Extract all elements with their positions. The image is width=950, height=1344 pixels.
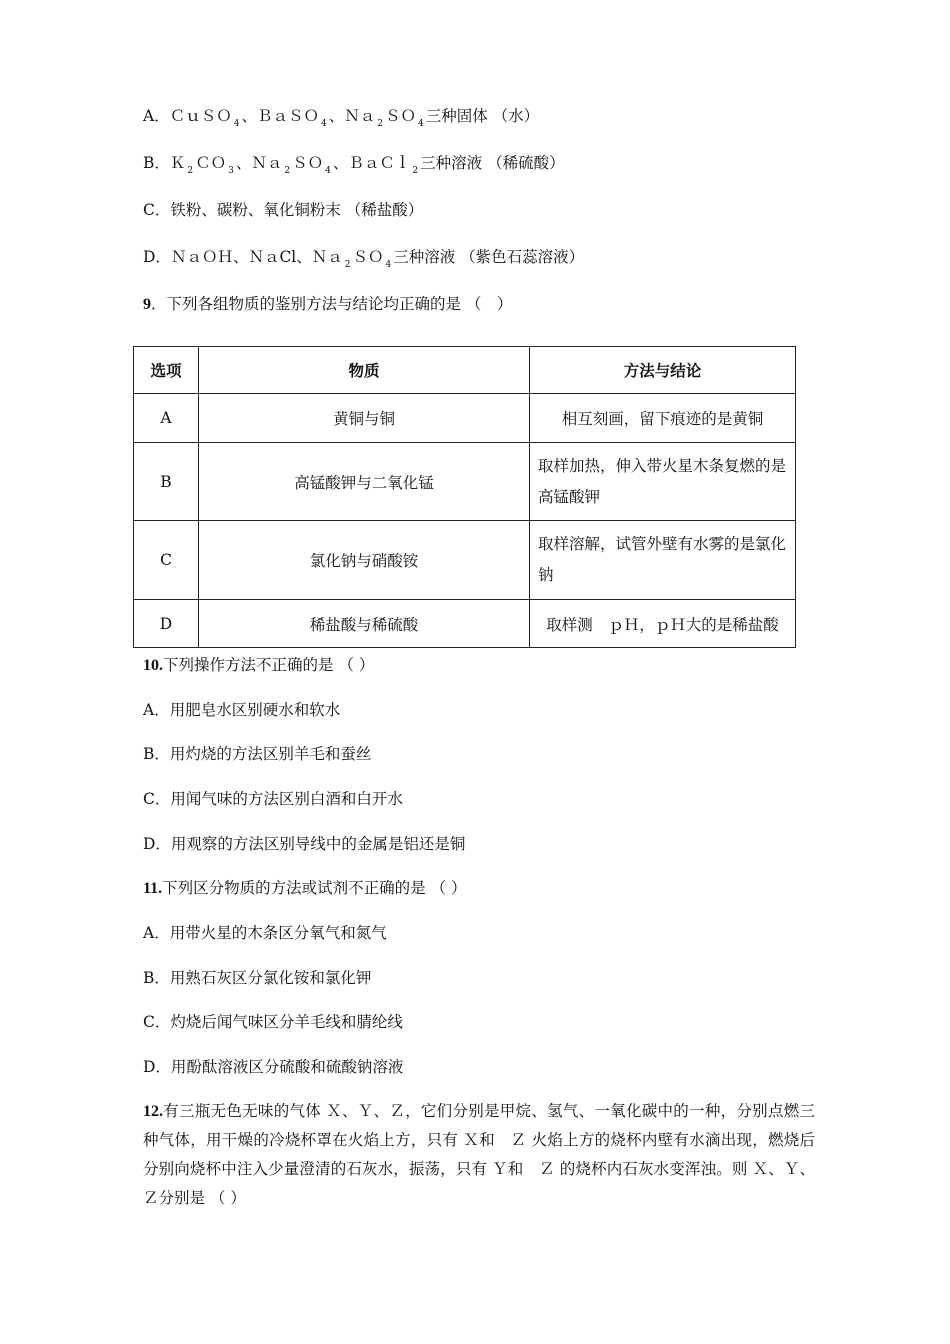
- table-row: [134, 394, 796, 443]
- question-text: 有三瓶无色无味的气体 Ｘ、Ｙ、Ｚ，它们分别是甲烷、氢气、一氧化碳中的一种，分别点燃三种气体，用干燥的冷烧杯罩在火焰上方，只有 Ｘ和 Ｚ 火焰上方的烧杯内壁有水滴出现，燃烧后分别向烧杯中注入少量澄清的石灰水，振荡，只有 Ｙ和 Ｚ 的烧杯内石灰水变浑浊。则 Ｘ、Ｙ、Ｚ分别是 （ ）: [143, 1102, 815, 1207]
- option-label: A．: [143, 107, 170, 125]
- table-row: [134, 521, 796, 600]
- option-text: 三种溶液 （紫色石蕊溶液）: [393, 248, 585, 266]
- cell-method: 取样溶解，试管外壁有水雾的是氯化钠: [530, 521, 796, 600]
- table-row: [134, 443, 796, 521]
- q11-option: D．用酚酞溶液区分硫酸和硫酸钠溶液: [143, 1058, 404, 1076]
- q9-stem: [143, 294, 512, 315]
- q12-stem: [143, 1097, 815, 1213]
- formula-text: 、Ｎａ: [328, 107, 376, 125]
- cell-substance: 稀盐酸与稀硫酸: [199, 600, 530, 648]
- formula-text: ＳＯ: [384, 107, 416, 125]
- subscript: 3: [228, 166, 234, 176]
- q8-option-c: [143, 200, 423, 220]
- q10-option: D．用观察的方法区别导线中的金属是铝还是铜: [143, 835, 466, 853]
- q11-stem: [143, 878, 466, 899]
- formula-text: 、ＢａＳＯ: [241, 107, 319, 125]
- formula-text: ＳＯ: [352, 248, 384, 266]
- q11-option: C．灼烧后闻气味区分羊毛线和腈纶线: [143, 1013, 403, 1031]
- q10-option: B．用灼烧的方法区别羊毛和蚕丝: [143, 745, 372, 763]
- formula-text: ＣｕＳＯ: [169, 107, 232, 125]
- subscript: 2: [187, 166, 194, 176]
- subscript: 4: [233, 119, 240, 129]
- q10-stem: [143, 655, 374, 676]
- option-label: C．: [143, 201, 171, 219]
- question-text: 下列操作方法不正确的是 （ ）: [163, 656, 375, 674]
- header-option: 选项: [134, 347, 199, 394]
- subscript: 4: [385, 260, 392, 270]
- cell-option: C: [134, 521, 199, 600]
- question-number: 10.: [143, 657, 163, 674]
- question-text: 下列区分物质的方法或试剂不正确的是 （ ）: [162, 879, 467, 897]
- question-number: 12.: [143, 1103, 163, 1120]
- cell-option: B: [134, 443, 199, 521]
- question-number: 11.: [143, 880, 163, 897]
- q8-option-b: [143, 153, 565, 176]
- cell-option: D: [134, 600, 199, 648]
- question-text: ．下列各组物质的鉴别方法与结论均正确的是 （ ）: [151, 295, 513, 313]
- header-substance: 物质: [199, 347, 530, 394]
- option-label: B．: [143, 154, 170, 172]
- subscript: 4: [320, 119, 327, 129]
- cell-method: 取样加热，伸入带火星木条复燃的是高锰酸钾: [530, 443, 796, 521]
- subscript: 4: [417, 119, 424, 129]
- subscript: 4: [325, 166, 331, 176]
- q9-table: [133, 346, 796, 648]
- subscript: 2: [344, 260, 351, 270]
- q11-option: B．用熟石灰区分氯化铵和氯化钾: [143, 969, 372, 987]
- cell-substance: 氯化钠与硝酸铵: [199, 521, 530, 600]
- formula-text: ＳＯ: [292, 154, 324, 172]
- formula-text: 、Ｎａ: [235, 154, 283, 172]
- cell-substance: 高锰酸钾与二氧化锰: [199, 443, 530, 521]
- formula-text: ＮａＯＨ、ＮａCl、Ｎａ: [170, 248, 343, 266]
- table-row: [134, 600, 796, 648]
- formula-text: ＣＯ: [195, 154, 227, 172]
- q10-option: A．用肥皂水区别硬水和软水: [143, 701, 341, 719]
- header-method: 方法与结论: [530, 347, 796, 394]
- cell-option: A: [134, 394, 199, 443]
- cell-substance: 黄铜与铜: [199, 394, 530, 443]
- option-text: 三种固体 （水）: [425, 107, 540, 125]
- table-header-row: [134, 347, 796, 394]
- option-text: 铁粉、碳粉、氧化铜粉末 （稀盐酸）: [170, 201, 424, 219]
- q10-option: C．用闻气味的方法区别白酒和白开水: [143, 790, 403, 808]
- formula-text: Ｋ: [169, 154, 186, 172]
- cell-method: 相互刻画，留下痕迹的是黄铜: [530, 394, 796, 443]
- q8-option-d: [143, 247, 585, 270]
- subscript: 2: [412, 166, 419, 176]
- cell-method: 取样测 ｐＨ，ｐＨ大的是稀盐酸: [530, 600, 796, 648]
- question-number: 9: [143, 296, 151, 313]
- q8-option-a: [143, 106, 540, 129]
- subscript: 2: [377, 119, 383, 129]
- subscript: 2: [284, 166, 291, 176]
- formula-text: 、ＢａＣｌ: [332, 154, 411, 172]
- option-label: D．: [143, 248, 171, 266]
- option-text: 三种溶液 （稀硫酸）: [420, 154, 565, 172]
- q11-option: A．用带火星的木条区分氧气和氮气: [143, 924, 387, 942]
